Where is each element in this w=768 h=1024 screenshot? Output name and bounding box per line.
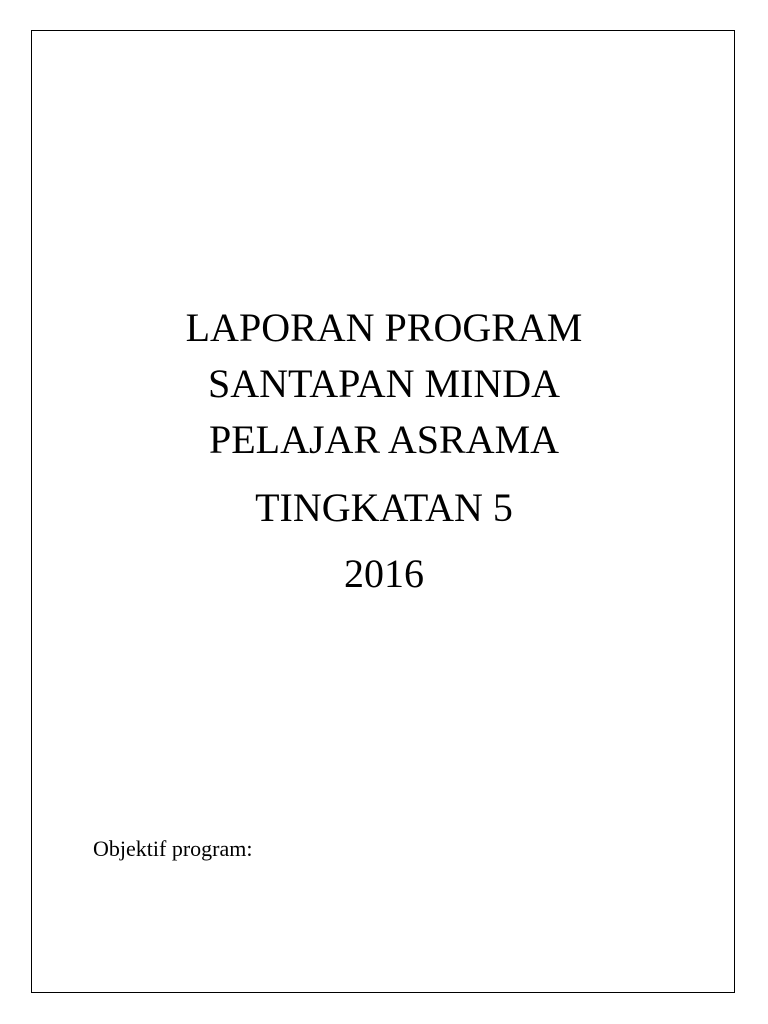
title-line-3: PELAJAR ASRAMA <box>208 417 560 462</box>
title-block <box>0 300 768 602</box>
form-level: TINGKATAN 5 <box>255 485 513 530</box>
report-year: 2016 <box>344 551 424 596</box>
title-line-2: SANTAPAN MINDA <box>207 361 561 406</box>
objective-label: Objektif program: <box>93 836 253 861</box>
title-line-1: LAPORAN PROGRAM <box>185 305 583 350</box>
